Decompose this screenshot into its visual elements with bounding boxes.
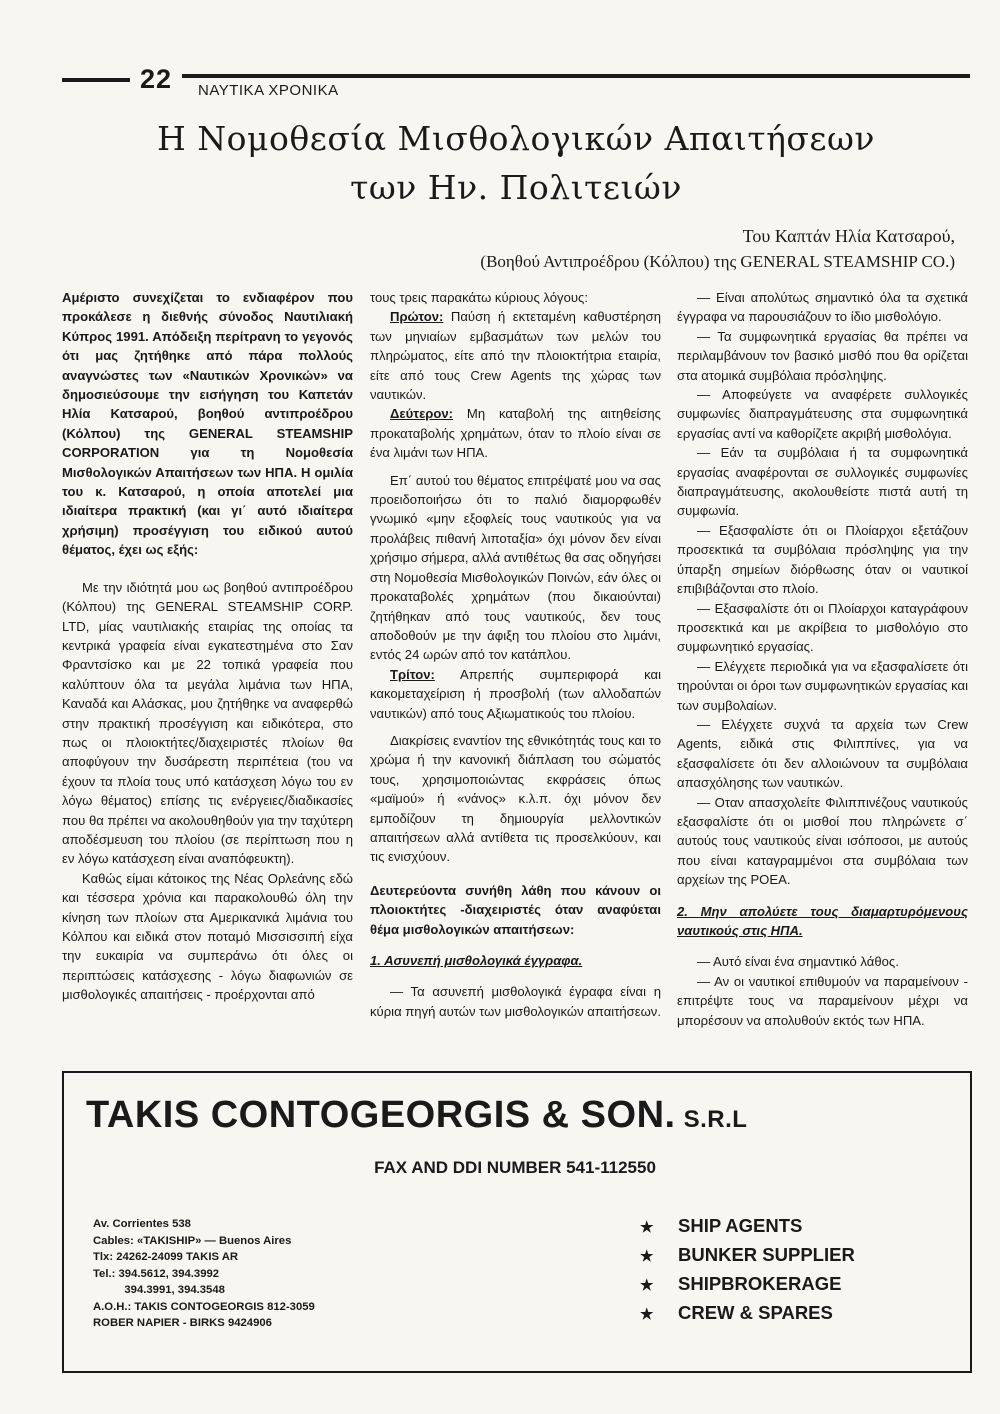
list-item: — Ελέγχετε περιοδικά για να εξασφαλίσετε ότι τηρούνται οι όροι των συμφωνητικών εργασίας και των συμβολαίων.	[677, 658, 968, 713]
paragraph: Με την ιδιότητά μου ως βοηθού αντιπροέδρου (Κόλπου) της GENERAL STEAMSHIP CORP. LTD, μίας ναυτιλιακής εταιρίας της οποίας τα κεντρικά γραφεία είναι εγκατεστημένα στο Σαν Φραντσίσκο και με 22 τοπικά γραφεία που καλύπτουν όλα τα μεγάλα λιμάνια των ΗΠΑ, Καναδά και Αλάσκας, μου ζητήθηκε να αναφερθώ στην πρακτική προσέγγιση και ειδικότερα, στο πως οι πλοιοκτήτες/διαχειριστές πλοίων θα αποφύγουν την δυσάρεστη περιπέτεια (του να έχουν τα πλοία τους υπό κατάσχεση λόγω του εν λόγω θέματος) επίσης τις ενέργειες/διαδικασίες που θα πρέπει να ακολουθηθούν για την ταχύτερη αποδέσμευση του πλοίου (σε περίπτωση που η εν λόγω κατάσχεση είναι αναπόφευκτη).	[62, 579, 353, 867]
service-item	[640, 1241, 855, 1270]
company-name: TAKIS CONTOGEORGIS & SON.	[86, 1094, 676, 1136]
text-second: Μη καταβολή της αιτηθείσης προκαταβολής χρημάτων, όταν το πλοίο είναι σε ένα λιμάνι των ΗΠΑ.	[370, 406, 661, 461]
label-first: Πρώτον:	[390, 309, 444, 325]
service-item	[640, 1212, 855, 1241]
column-1	[62, 288, 353, 1005]
service-label: SHIP AGENTS	[678, 1215, 803, 1236]
service-label: SHIPBROKERAGE	[678, 1273, 842, 1294]
list-item: — Εξασφαλίστε ότι οι Πλοίαρχοι εξετάζουν προσεκτικά τα συμβόλαια πρόσληψης για την ύπαρξη σημείων διόρθωσης όταν οι ναυτικοί επιβιβάζονται στο πλοίο.	[677, 522, 968, 597]
list-item: — Αν οι ναυτικοί επιθυμούν να παραμείνουν - επιτρέψτε τους να παραμείνουν μέχρι να μπορέσουν να απολυθούν εκτός των ΗΠΑ.	[677, 973, 968, 1028]
list-item: — Εξασφαλίστε ότι οι Πλοίαρχοι καταγράφουν προσεκτικά και με ακρίβεια το μισθολόγιο στο συμφωνητικό εργασίας.	[677, 600, 968, 655]
paragraph-first	[370, 307, 661, 404]
page-number: 22	[62, 64, 182, 95]
author-byline	[480, 224, 955, 274]
list-item: — Εάν τα συμβόλαια ή τα συμφωνητικά εργασίας αναφέρονται σε συλλογικές συμφωνίες διαπραγμάτευσης, ακολουθείστε πιστά αυτή τη συμφωνία.	[677, 445, 968, 519]
subheading-2: 2. Μην απολύετε τους διαμαρτυρόμενους ναυτικούς στις ΗΠΑ.	[677, 903, 968, 938]
article-title	[62, 114, 970, 212]
company-suffix: S.R.L	[683, 1106, 748, 1133]
list-item: — Είναι απολύτως σημαντικό όλα τα σχετικά έγγραφα να παρουσιάζουν το ίδιο μισθολόγιο.	[677, 290, 968, 325]
service-label: BUNKER SUPPLIER	[678, 1244, 855, 1265]
lead-paragraph: Αμέριστο συνεχίζεται το ενδιαφέρον που προκάλεσε η διεθνής σύνοδος Ναυτιλιακή Κύπρος 1991. Απόδειξη περίτρανη το γεγονός ότι μας ζητήθηκε από πάρα πολλούς αναγνώστες των «Ναυτικών Χρονικών» να δημοσιεύσουμε την εισήγηση του Καπετάν Ηλία Κατσαρού, βοηθού αντιπροέδρου (Κόλπου) της GENERAL STEAMSHIP CORPORATION για τη Νομοθεσία Μισθολογικών Απαιτήσεων των ΗΠΑ. Η ομιλία του κ. Κατσαρού, η οποία αποτελεί μια ιδιαίτερα πρακτική (και γι΄ αυτό ιδιαίτερα χρήσιμη) προσέγγιση του ειδικού αυτού θέματος, έχει ως εξής:	[62, 290, 353, 558]
paragraph: τους τρεις παρακάτω κύριους λόγους:	[370, 290, 588, 305]
star-icon: ★	[640, 1306, 654, 1323]
ad-address: Av. Corrientes 538 Cables: «TAKISHIP» — Buenos Aires Tlx: 24262-24099 TAKIS AR Tel.: 394.5612, 394.3992 394.3991, 394.3548 A.O.H.: TAKIS CONTOGEORGIS 812-3059 ROBER NAPIER - BIRKS 9424906	[93, 1218, 315, 1329]
magazine-name: ΝΑΥΤΙΚΑ ΧΡΟΝΙΚΑ	[198, 82, 339, 99]
subheading-1: 1. Ασυνεπή μισθολογικά έγγραφα.	[370, 953, 583, 968]
service-item	[640, 1270, 855, 1299]
author-affiliation: (Βοηθού Αντιπροέδρου (Κόλπου) της GENERAL STEAMSHIP CO.)	[480, 252, 955, 271]
label-second: Δεύτερον:	[390, 406, 454, 422]
star-icon: ★	[640, 1248, 654, 1265]
label-third: Τρίτον:	[390, 666, 435, 682]
title-line-1: Η Νομοθεσία Μισθολογικών Απαιτήσεων	[157, 119, 875, 158]
paragraph-second	[370, 404, 661, 462]
section-heading: Δευτερεύοντα συνήθη λάθη που κάνουν οι πλοιοκτήτες -διαχειριστές όταν αναφύεται θέμα μισθολογικών απαιτήσεων:	[370, 882, 661, 937]
ad-services-list	[640, 1212, 855, 1328]
title-line-2: των Ην. Πολιτειών	[350, 168, 682, 207]
paragraph: Επ΄ αυτού του θέματος επιτρέψατέ μου να σας προειδοποιήσω ότι το παλιό διαμορφωθέν γνωμικό «μην εξοφλείς τους ναυτικούς για να προλάβεις πιθανή λιποταξία» όχι μόνον δεν είναι χρήσιμο σήμερα, αλλά αντιθέτως θα σας οδηγήσει στη Νομοθεσία Μισθολογικών Ποινών, εάν όλες οι προκαταβολές χρημάτων (που δικαιούνται) ζητήθηκαν από τους ναυτικούς, δεν τους αποδοθούν με την άφιξη του πλοίου στο λιμάνι, εντός 24 ωρών από τον κατάπλου.	[370, 472, 661, 663]
paragraph: Διακρίσεις εναντίον της εθνικότητάς τους και το χρώμα ή την κανονική διάπλαση του σώματός τους, χρησιμοποιώντας εκφράσεις όπως «μαϊμού» ή «νάνος» κ.λ.π. όχι μόνον δεν εμποδίζουν τη δημιουργία μελλοντικών απαιτήσεων αλλά αντίθετα τις προσελκύουν, και τις ενισχύουν.	[370, 732, 661, 865]
star-icon: ★	[640, 1277, 654, 1294]
paragraph: Καθώς είμαι κάτοικος της Νέας Ορλεάνης εδώ και τέσσερα χρόνια και παρακολουθώ όλη την κίνηση των πλοίων στα Αμερικανικά λιμάνια του Κόλπου και ειδικά στον ποταμό Μισσισσιπή είχα την ευκαιρία να συμπεράνω ότι όλες οι περιπτώσεις κατάσχεσης - λόγω διαφωνιών σε μισθολογικές απαιτήσεις - προέρχονται από	[62, 870, 353, 1003]
column-3	[677, 288, 968, 1030]
ad-fax-number: FAX AND DDI NUMBER 541-112550	[374, 1158, 656, 1177]
column-2	[370, 288, 661, 1021]
star-icon: ★	[640, 1219, 654, 1236]
list-item: — Αυτό είναι ένα σημαντικό λάθος.	[697, 954, 899, 970]
ad-company-name	[86, 1094, 946, 1137]
paragraph: — Τα ασυνεπή μισθολογικά έγραφα είναι η κύρια πηγή αυτών των μισθολογικών απαιτήσεων.	[370, 984, 661, 1019]
list-item: — Τα συμφωνητικά εργασίας θα πρέπει να περιλαμβάνουν τον βασικό μισθό που θα ορίζεται στα ατομικά συμβόλαια πρόσληψης.	[677, 328, 968, 383]
service-item	[640, 1299, 855, 1328]
service-label: CREW & SPARES	[678, 1302, 833, 1323]
author-name: Του Καπτάν Ηλία Κατσαρού,	[742, 226, 955, 246]
list-item: — Αποφεύγετε να αναφέρετε συλλογικές συμφωνίες διαπραγμάτευσης στα συμφωνητικά εργασίας αντί να καθορίζετε ακριβή μισθολόγια.	[677, 387, 968, 441]
text-first: Παύση ή εκτεταμένη καθυστέρηση των μηνιαίων εμβασμάτων των μελών του πληρώματος, είτε από την πλοιοκτήτρια εταιρία, είτε από τους Crew Agents της χώρας των ναυτικών.	[370, 309, 661, 403]
header-rule	[62, 74, 970, 78]
paragraph-third	[370, 665, 661, 723]
text-third: Απρεπής συμπεριφορά και κακομεταχείριση ή προσβολή (των αλλοδαπών ναυτικών) από τους Αξιωματικούς του πλοίου.	[370, 666, 661, 721]
list-item: — Οταν απασχολείτε Φιλιππινέζους ναυτικούς εξασφαλίστε ότι οι μισθοί που πληρώνετε σ΄ αυτούς τους ναυτικούς είναι ισόποσοι, με αυτούς που είναι καταγραμμένοι στα συμβόλαια των αρχείων της POEA.	[677, 794, 968, 888]
list-item: — Ελέγχετε συχνά τα αρχεία των Crew Agents, ειδικά στις Φιλιππίνες, για να εξασφαλίσετε ότι δεν αλλοιώνουν τα συμβόλαια απασχόλησης των ναυτικών.	[677, 716, 968, 791]
